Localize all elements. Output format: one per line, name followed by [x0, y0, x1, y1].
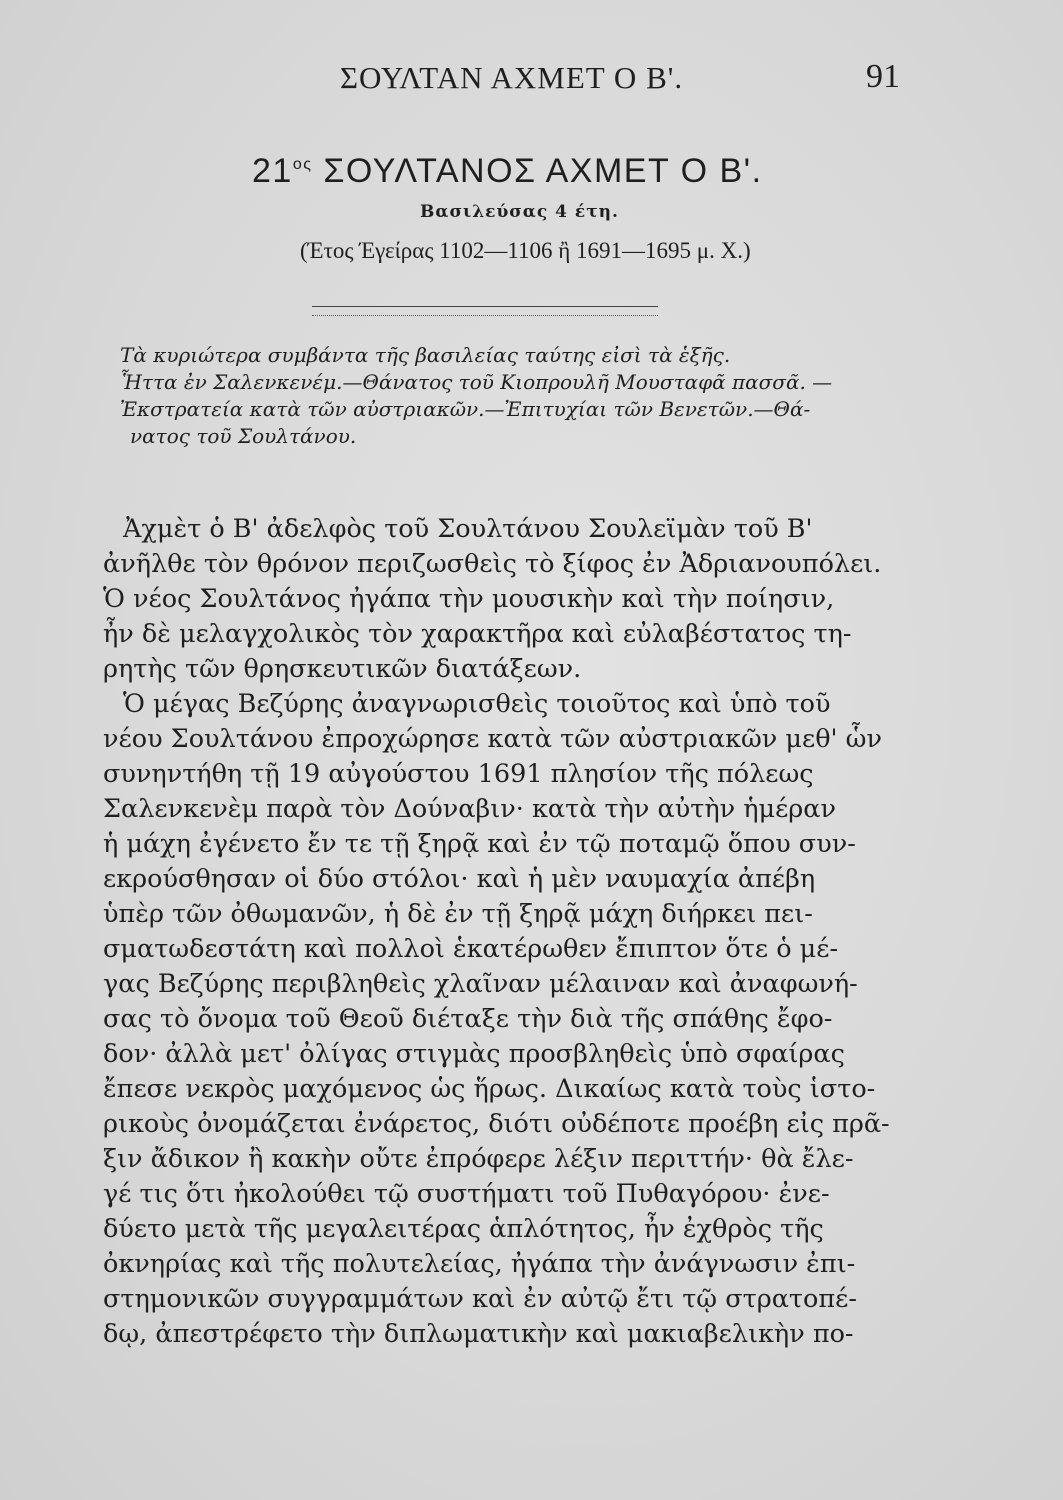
body-line: ἡ μάχη ἐγένετο ἔν τε τῇ ξηρᾷ καὶ ἐν τῷ ποταμῷ ὅπου συν- — [103, 829, 856, 859]
body-line: ἦν δὲ μελαγχολικὸς τὸν χαρακτῆρα καὶ εὐλαβέστατος τη- — [103, 619, 852, 649]
body-line: Σαλενκενὲμ παρὰ τὸν Δούναβιν· κατὰ τὴν αὐτὴν ἡμέραν — [103, 794, 837, 824]
body-line: δον· ἀλλὰ μετ' ὀλίγας στιγμὰς προσβληθεὶς ὑπὸ σφαίρας — [103, 1039, 845, 1069]
body-line: γας Βεζύρης περιβληθεὶς χλαῖναν μέλαιναν καὶ ἀναφωνή- — [103, 969, 858, 999]
body-line: Ὁ μέγας Βεζύρης ἀναγνωρισθεὶς τοιοῦτος καὶ ὑπὸ τοῦ — [123, 689, 831, 719]
chapter-summary — [120, 342, 910, 450]
running-title: ΣΟΥΛΤΑΝ ΑΧΜΕΤ Ο Β'. — [340, 60, 684, 95]
ornamental-rule — [312, 306, 658, 316]
summary-line: Ἧττα ἐν Σαλενκενέμ.—Θάνατος τοῦ Κιοπρουλῆ Μουσταφᾶ πασσᾶ. — — [120, 370, 833, 394]
body-line: ὀκνηρίας καὶ τῆς πολυτελείας, ἠγάπα τὴν ἀνάγνωσιν ἐπι- — [103, 1249, 856, 1279]
body-line: συνηντήθη τῇ 19 αὐγούστου 1691 πλησίον τῆς πόλεως — [103, 759, 814, 789]
body-line: γέ τις ὅτι ἠκολούθει τῷ συστήματι τοῦ Πυθαγόρου· ἐνε- — [103, 1179, 830, 1209]
body-line: σας τὸ ὄνομα τοῦ Θεοῦ διέταξε τὴν διὰ τῆς σπάθης ἔφο- — [103, 1004, 833, 1034]
body-text — [103, 512, 903, 1352]
reign-years: (Έτος Έγείρας 1102—1106 ἢ 1691—1695 μ. Χ.) — [300, 238, 751, 263]
body-line: ἔπεσε νεκρὸς μαχόμενος ὡς ἥρως. Δικαίως κατὰ τοὺς ἱστο- — [103, 1074, 876, 1104]
summary-line: Ἐκστρατεία κατὰ τῶν αὐστριακῶν.—Ἐπιτυχίαι τῶν Βενετῶν.—Θά- — [120, 397, 811, 421]
reign-duration: Βασιλεύσας 4 έτη. — [420, 202, 619, 222]
body-line: ρητὴς τῶν θρησκευτικῶν διατάξεων. — [103, 654, 582, 684]
body-line: εκρούσθησαν οἱ δύο στόλοι· καὶ ἡ μὲν ναυμαχία ἀπέβη — [103, 864, 816, 894]
chapter-ordinal-suffix: ος — [292, 156, 313, 173]
page-number: 91 — [866, 58, 900, 95]
body-line: ρικοὺς ὀνομάζεται ἐνάρετος, διότι οὐδέποτε προέβη εἰς πρᾶ- — [103, 1109, 890, 1139]
body-line: σματωδεστάτη καὶ πολλοὶ ἑκατέρωθεν ἔπιπτον ὅτε ὁ μέ- — [103, 934, 839, 964]
body-line: ἀνῆλθε τὸν θρόνον περιζωσθεὶς τὸ ξίφος ἐν Ἀδριανουπόλει. — [103, 549, 882, 579]
chapter-number: 21 — [252, 152, 293, 190]
chapter-title — [252, 152, 763, 191]
body-line: νέου Σουλτάνου ἐπροχώρησε κατὰ τῶν αὐστριακῶν μεθ' ὧν — [103, 724, 882, 754]
body-line: στημονικῶν συγγραμμάτων καὶ ἐν αὐτῷ ἔτι τῷ στρατοπέ- — [103, 1284, 857, 1314]
body-line: ξιν ἄδικον ἢ κακὴν οὔτε ἐπρόφερε λέξιν περιττήν· θὰ ἔλε- — [103, 1144, 854, 1174]
body-line: ὑπὲρ τῶν ὀθωμανῶν, ἡ δὲ ἐν τῇ ξηρᾷ μάχη διήρκει πει- — [103, 899, 813, 929]
body-line: δῳ, ἀπεστρέφετο τὴν διπλωματικὴν καὶ μακιαβελικὴν πο- — [103, 1319, 854, 1349]
chapter-title-text: ΣΟΥΛΤΑΝΟΣ ΑΧΜΕΤ Ο Β'. — [323, 152, 763, 190]
summary-line: Τὰ κυριώτερα συμβάντα τῆς βασιλείας ταύτης εἰσὶ τὰ ἑξῆς. — [120, 343, 731, 367]
body-line: δύετο μετὰ τῆς μεγαλειτέρας ἁπλότητος, ἦν ἐχθρὸς τῆς — [103, 1214, 824, 1244]
summary-line: νατος τοῦ Σουλτάνου. — [130, 424, 357, 448]
running-head — [100, 52, 900, 102]
body-line: Ὁ νέος Σουλτάνος ἠγάπα τὴν μουσικὴν καὶ τὴν ποίησιν, — [103, 584, 835, 614]
body-line: Ἀχμὲτ ὁ Β' ἀδελφὸς τοῦ Σουλτάνου Σουλεϊμὰν τοῦ Β' — [123, 514, 813, 544]
